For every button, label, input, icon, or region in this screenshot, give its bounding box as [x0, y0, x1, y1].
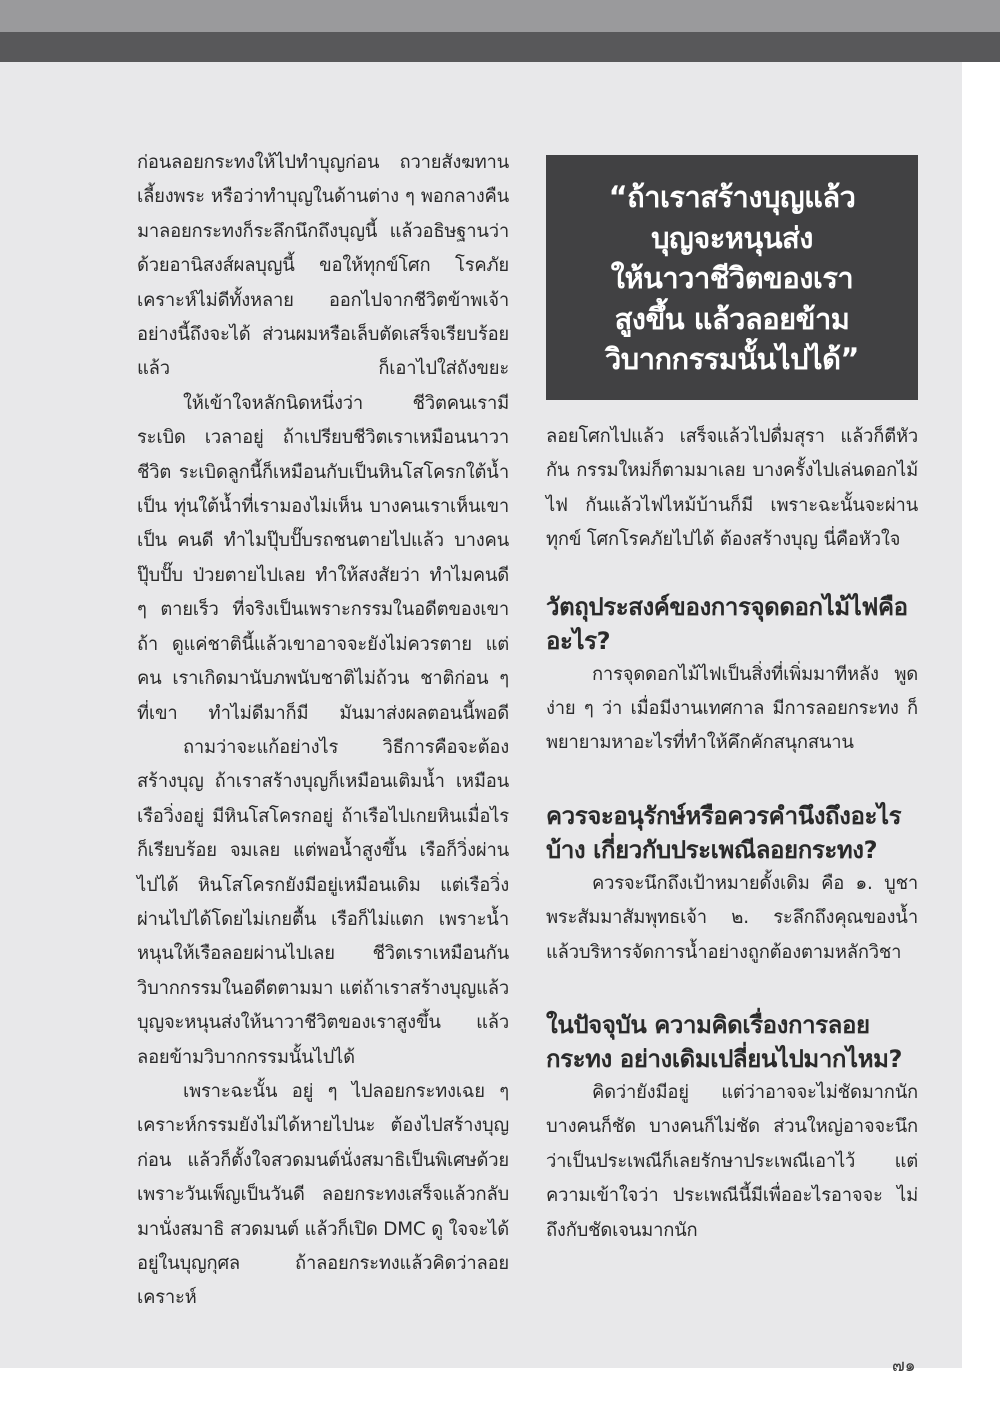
paragraph: ควรจะนึกถึงเป้าหมายดั้งเดิม คือ ๑. บูชา พระสัมมาสัมพุทธเจ้า ๒. ระลึกถึงคุณของน้ำ แล้วบริหารจัดการน้ำอย่างถูกต้องตามหลักวิชา: [546, 872, 918, 963]
paragraph: คิดว่ายังมีอยู่ แต่ว่าอาจจะไม่ชัดมากนัก บางคนก็ชัด บางคนก็ไม่ชัด ส่วนใหญ่อาจจะนึก ว่าเป็นประเพณีก็เลยรักษาประเพณีเอาไว้ แต่ ความเข้าใจว่า ประเพณีนี้มีเพื่ออะไรอาจจะ ไม่ถึงกับชัดเจนมากนัก: [546, 1082, 918, 1241]
section-heading: ในปัจจุบัน ความคิดเรื่องการลอยกระทง อย่างเดิมเปลี่ยนไปมากไหม?: [546, 1011, 903, 1074]
pull-quote-line: สูงขึ้น แล้วลอยข้าม: [614, 301, 850, 336]
section-heading: วัตถุประสงค์ของการจุดดอกไม้ไฟคือ อะไร?: [546, 592, 908, 655]
pull-quote-line: วิบากกรรมนั้นไปได้”: [605, 342, 859, 376]
left-column: [137, 146, 509, 1316]
pull-quote-line: บุญจะหนุนส่ง: [651, 220, 813, 255]
paragraph: การจุดดอกไม้ไฟเป็นสิ่งที่เพิ่มมาทีหลัง พูด ง่าย ๆ ว่า เมื่อมีงานเทศกาล มีการลอยกระทง ก็พยายามหาอะไรที่ทำให้คึกคักสนุกสนาน: [546, 663, 918, 754]
section-heading: ควรจะอนุรักษ์หรือควรคำนึงถึงอะไรบ้าง เกี่ยวกับประเพณีลอยกระทง?: [546, 801, 902, 864]
paragraph: ให้เข้าใจหลักนิดหนึ่งว่า ชีวิตคนเรามีระเบิด เวลาอยู่ ถ้าเปรียบชีวิตเราเหมือนนาวาชีวิต ระเบิดลูกนี้ก็เหมือนกับเป็นหินโสโครกใต้น้ำ เป็น ทุ่นใต้น้ำที่เรามองไม่เห็น บางคนเราเห็นเขาเป็น คนดี ทำไมปุ๊บปั๊บรถชนตายไปแล้ว บางคนปุ๊บปั๊บ ป่วยตายไปเลย ทำให้สงสัยว่า ทำไมคนดี ๆ ตายเร็ว ที่จริงเป็นเพราะกรรมในอดีตของเขา ถ้า ดูแค่ชาตินี้แล้วเขาอาจจะยังไม่ควรตาย แต่คน เราเกิดมานับภพนับชาติไม่ถ้วน ชาติก่อน ๆ ที่เขา ทำไม่ดีมาก็มี มันมาส่งผลตอนนี้พอดี: [137, 392, 509, 724]
pull-quote: [546, 155, 918, 400]
pull-quote-line: “ถ้าเราสร้างบุญแล้ว: [608, 180, 856, 214]
bottom-margin-strip: [0, 1368, 962, 1405]
paragraph: ก่อนลอยกระทงให้ไปทำบุญก่อน ถวายสังฆทาน เลี้ยงพระ หรือว่าทำบุญในด้านต่าง ๆ พอกลางคืน มาลอยกระทงก็ระลึกนึกถึงบุญนี้ แล้วอธิษฐานว่า ด้วยอานิสงส์ผลบุญนี้ ขอให้ทุกข์โศก โรคภัย เคราะห์ไม่ดีทั้งหลาย ออกไปจากชีวิตข้าพเจ้า อย่างนี้ถึงจะได้ ส่วนผมหรือเล็บตัดเสร็จเรียบร้อย แล้ว ก็เอาไปใส่ถังขยะ: [137, 152, 509, 380]
pull-quote-line: ให้นาวาชีวิตของเรา: [610, 261, 854, 295]
paragraph: ถามว่าจะแก้อย่างไร วิธีการคือจะต้อง สร้างบุญ ถ้าเราสร้างบุญก็เหมือนเติมน้ำ เหมือน เรือวิ่งอยู่ มีหินโสโครกอยู่ ถ้าเรือไปเกยหินเมื่อไร ก็เรียบร้อย จมเลย แต่พอน้ำสูงขึ้น เรือก็วิ่งผ่าน ไปได้ หินโสโครกยังมีอยู่เหมือนเดิม แต่เรือวิ่ง ผ่านไปได้โดยไม่เกยตื้น เรือก็ไม่แตก เพราะน้ำ หนุนให้เรือลอยผ่านไปเลย ชีวิตเราเหมือนกัน วิบากกรรมในอดีตตามมา แต่ถ้าเราสร้างบุญแล้ว บุญจะหนุนส่งให้นาวาชีวิตของเราสูงขึ้น แล้ว ลอยข้ามวิบากกรรมนั้นไปได้: [137, 736, 509, 1068]
right-margin-strip: [962, 62, 1000, 1405]
header-band-dark: [0, 32, 1000, 62]
header-band-light: [0, 0, 1000, 32]
paragraph: เพราะฉะนั้น อยู่ ๆ ไปลอยกระทงเฉย ๆ เคราะห์กรรมยังไม่ได้หายไปนะ ต้องไปสร้างบุญ ก่อน แล้วก็ตั้งใจสวดมนต์นั่งสมาธิเป็นพิเศษด้วย เพราะวันเพ็ญเป็นวันดี ลอยกระทงเสร็จแล้วกลับ มานั่งสมาธิ สวดมนต์ แล้วก็เปิด DMC ดู ใจจะได้ อยู่ในบุญกุศล ถ้าลอยกระทงแล้วคิดว่าลอยเคราะห์: [137, 1080, 509, 1309]
paragraph: ลอยโศกไปแล้ว เสร็จแล้วไปดื่มสุรา แล้วก็ตีหัวกัน กรรมใหม่ก็ตามมาเลย บางครั้งไปเล่นดอกไม้ไฟ กันแล้วไฟไหม้บ้านก็มี เพราะฉะนั้นจะผ่านทุกข์ โศกโรคภัยไปได้ ต้องสร้างบุญ นี่คือหัวใจ: [546, 426, 918, 551]
right-column: [546, 420, 918, 1248]
page-number: ๗๑: [892, 1356, 916, 1376]
